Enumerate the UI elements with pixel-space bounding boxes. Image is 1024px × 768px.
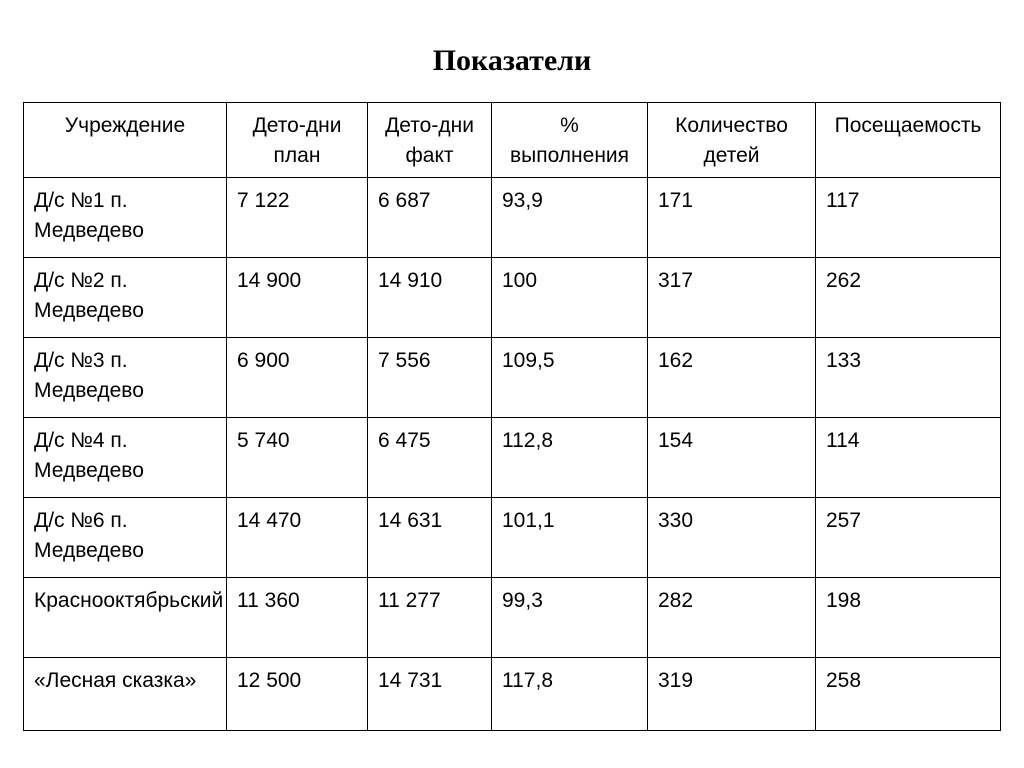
column-header-child-days-plan: Дето-дни план: [227, 103, 368, 178]
cell-completion-percent: 93,9: [492, 178, 648, 258]
cell-children-count: 319: [648, 658, 816, 731]
cell-child-days-plan: 5 740: [227, 418, 368, 498]
cell-completion-percent: 109,5: [492, 338, 648, 418]
cell-child-days-plan: 11 360: [227, 578, 368, 658]
cell-attendance: 257: [816, 498, 1001, 578]
cell-institution: Д/с №1 п. Медведево: [24, 178, 227, 258]
table-row: [24, 578, 1001, 658]
cell-institution: Д/с №6 п. Медведево: [24, 498, 227, 578]
column-header-institution: Учреждение: [24, 103, 227, 178]
cell-children-count: 317: [648, 258, 816, 338]
cell-institution: Д/с №2 п. Медведево: [24, 258, 227, 338]
cell-institution: Краснооктябрьский: [24, 578, 227, 658]
column-header-completion-percent: % выполнения: [492, 103, 648, 178]
cell-children-count: 171: [648, 178, 816, 258]
cell-attendance: 262: [816, 258, 1001, 338]
cell-completion-percent: 100: [492, 258, 648, 338]
cell-child-days-plan: 6 900: [227, 338, 368, 418]
table-row: [24, 258, 1001, 338]
cell-children-count: 154: [648, 418, 816, 498]
cell-child-days-plan: 14 470: [227, 498, 368, 578]
column-header-child-days-fact: Дето-дни факт: [368, 103, 492, 178]
page-title: Показатели: [432, 44, 592, 77]
table-row: [24, 658, 1001, 731]
cell-child-days-fact: 14 910: [368, 258, 492, 338]
cell-completion-percent: 101,1: [492, 498, 648, 578]
cell-children-count: 330: [648, 498, 816, 578]
cell-attendance: 114: [816, 418, 1001, 498]
table-row: [24, 418, 1001, 498]
cell-children-count: 282: [648, 578, 816, 658]
cell-child-days-fact: 6 475: [368, 418, 492, 498]
cell-child-days-plan: 14 900: [227, 258, 368, 338]
cell-completion-percent: 112,8: [492, 418, 648, 498]
table-row: [24, 498, 1001, 578]
cell-child-days-fact: 7 556: [368, 338, 492, 418]
cell-attendance: 133: [816, 338, 1001, 418]
table-header-row: [24, 103, 1001, 178]
cell-child-days-fact: 14 731: [368, 658, 492, 731]
cell-child-days-plan: 7 122: [227, 178, 368, 258]
cell-institution: «Лесная сказка»: [24, 658, 227, 731]
cell-completion-percent: 117,8: [492, 658, 648, 731]
table-row: [24, 178, 1001, 258]
table-row: [24, 338, 1001, 418]
cell-children-count: 162: [648, 338, 816, 418]
cell-child-days-fact: 14 631: [368, 498, 492, 578]
cell-child-days-fact: 11 277: [368, 578, 492, 658]
cell-attendance: 258: [816, 658, 1001, 731]
cell-institution: Д/с №3 п. Медведево: [24, 338, 227, 418]
cell-institution: Д/с №4 п. Медведево: [24, 418, 227, 498]
cell-child-days-plan: 12 500: [227, 658, 368, 731]
cell-attendance: 117: [816, 178, 1001, 258]
cell-child-days-fact: 6 687: [368, 178, 492, 258]
indicators-table: [23, 102, 1001, 731]
cell-completion-percent: 99,3: [492, 578, 648, 658]
column-header-attendance: Посещаемость: [816, 103, 1001, 178]
cell-attendance: 198: [816, 578, 1001, 658]
column-header-children-count: Количество детей: [648, 103, 816, 178]
